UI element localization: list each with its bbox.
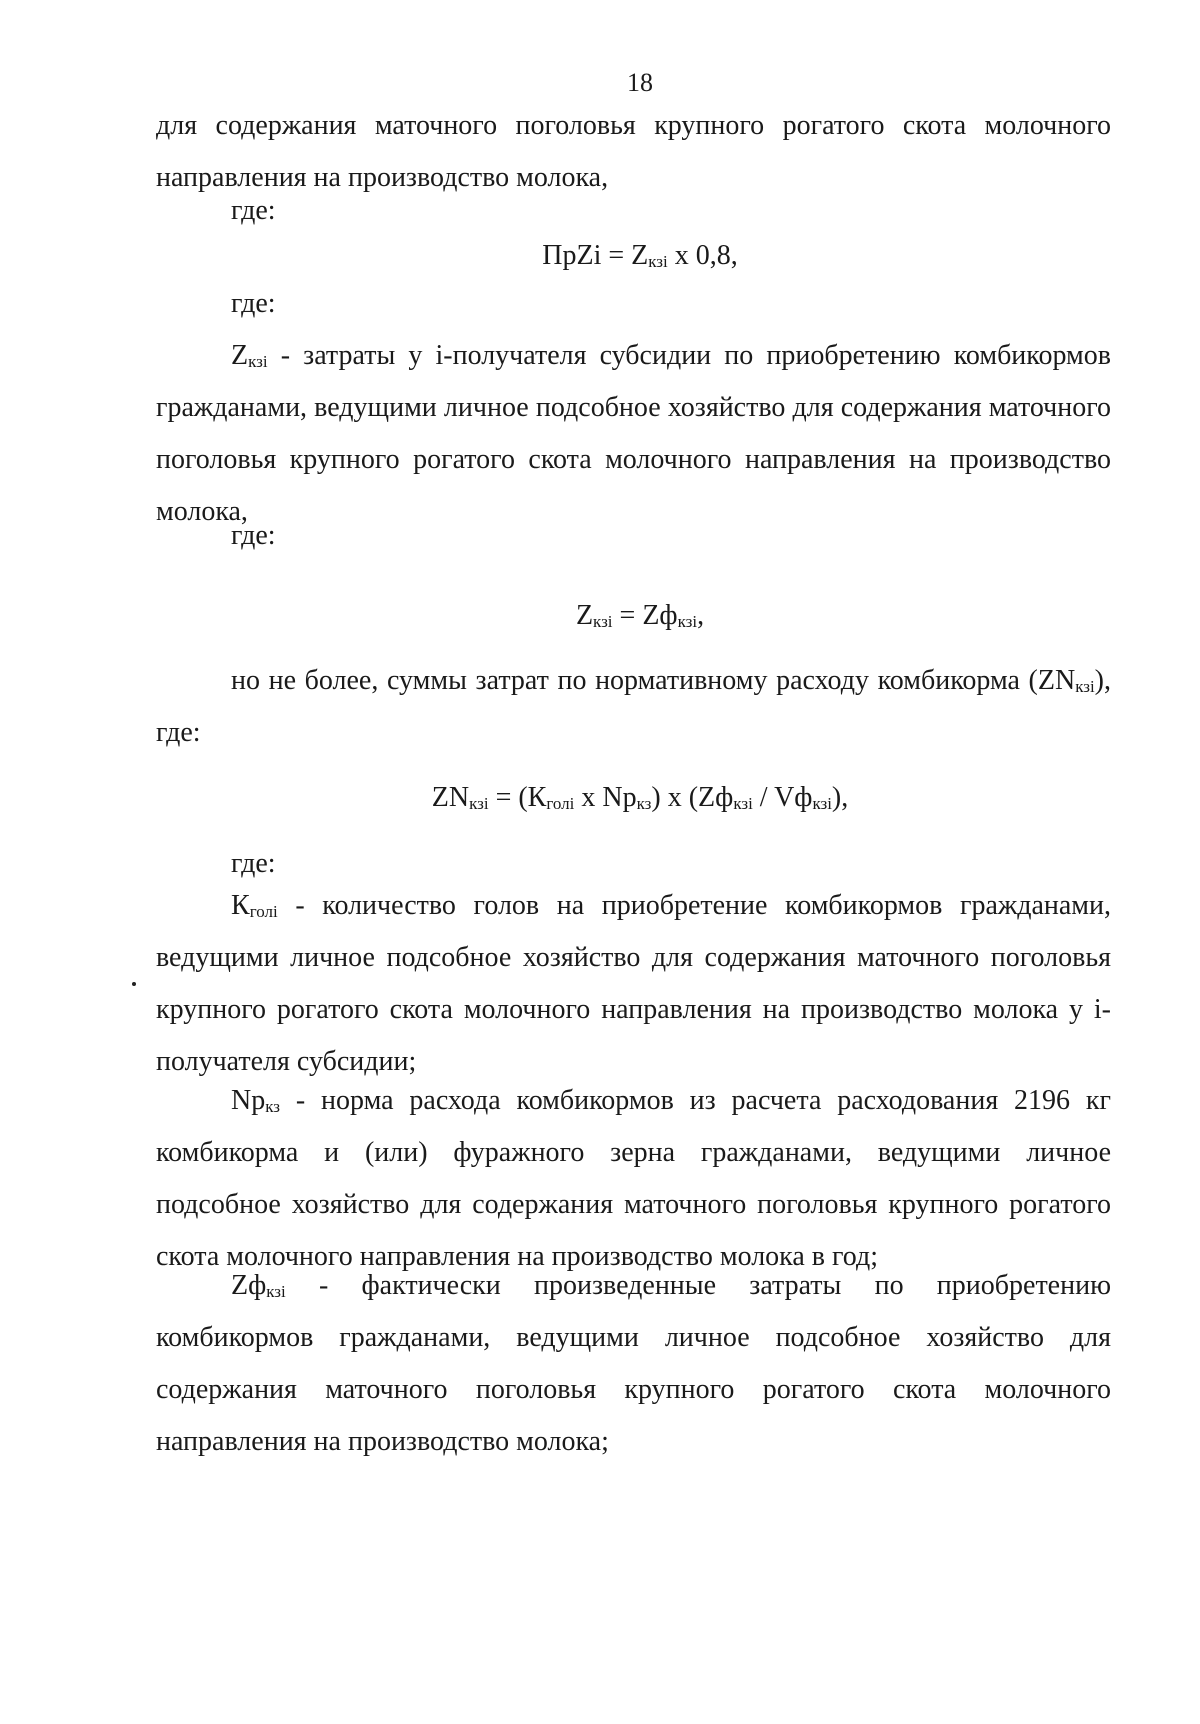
paragraph-zkzi-definition (156, 330, 1111, 538)
kgoli-sub: голi (249, 902, 278, 921)
stray-mark (132, 982, 136, 986)
limit-text: но не более, суммы затрат по нормативному расходу комбикорма (ZN (231, 665, 1076, 696)
formula-znkzi-t4: ) х (Zф (651, 782, 734, 813)
page-number: 18 (627, 68, 653, 97)
npkz-symbol: Np (231, 1085, 266, 1116)
npkz-sub: кз (265, 1097, 280, 1116)
formula-zkzi-c: , (697, 600, 705, 631)
zkzi-symbol: Z (231, 340, 249, 371)
paragraph-limit (156, 655, 1111, 759)
formula-znkzi-t1: ZN (431, 782, 470, 813)
formula-zkzi (0, 600, 1200, 632)
formula-znkzi-s2: голi (546, 794, 575, 813)
zkzi-text: - затраты у i-получателя субсидии по приобретению комбикормов гражданами, ведущими личное подсобное хозяйство для содержания маточного поголовья крупного рогатого скота молочного направления на производство молока, (156, 340, 1111, 527)
where-label-4: где: (231, 848, 276, 879)
formula-zkzi-b-sub: кзi (677, 612, 698, 631)
formula-znkzi (0, 782, 1200, 814)
zfkzi-sub: кзi (266, 1282, 286, 1301)
kgoli-text: - количество голов на приобретение комбикормов гражданами, ведущими личное подсобное хозяйство для содержания маточного поголовья крупного рогатого скота молочного направления на производство молока у i-получателя субсидии; (156, 890, 1111, 1077)
formula-znkzi-t3: х Np (574, 782, 637, 813)
formula-znkzi-s1: кзi (469, 794, 489, 813)
zfkzi-symbol: Zф (231, 1270, 267, 1301)
zfkzi-text: - фактически произведенные затраты по приобретению комбикормов гражданами, ведущими личное подсобное хозяйство для содержания маточного поголовья крупного рогатого скота молочного направления на производство молока; (156, 1270, 1111, 1457)
paragraph-zfkzi-definition (156, 1260, 1111, 1468)
formula-prz (0, 240, 1200, 272)
kgoli-symbol: К (231, 890, 250, 921)
limit-tail: ), где: (156, 665, 1111, 748)
formula-prz-lhs: ПрZi = Z (542, 240, 649, 271)
formula-zkzi-a-sub: кзi (593, 612, 613, 631)
paragraph-kgoli-definition (156, 880, 1111, 1088)
limit-sub: кзi (1075, 677, 1095, 696)
formula-znkzi-s5: кзi (812, 794, 832, 813)
formula-znkzi-s4: кзi (733, 794, 753, 813)
paragraph-intro: для содержания маточного поголовья крупного рогатого скота молочного направления на производство молока, (156, 110, 1111, 193)
formula-zkzi-a: Z (575, 600, 594, 631)
npkz-text: - норма расхода комбикормов из расчета расходования 2196 кг комбикорма и (или) фуражного зерна гражданами, ведущими личное подсобное хозяйство для содержания маточного поголовья крупного рогатого скота молочного направления на производство молока в год; (156, 1085, 1111, 1272)
where-label-2: где: (231, 288, 276, 319)
formula-znkzi-s3: кз (636, 794, 652, 813)
formula-prz-rhs: х 0,8, (667, 240, 738, 271)
formula-prz-sub: кзi (648, 252, 668, 271)
formula-znkzi-t5: / Vф (752, 782, 813, 813)
where-label-3: где: (231, 520, 276, 551)
zkzi-sub: кзi (248, 352, 268, 371)
paragraph-npkz-definition (156, 1075, 1111, 1283)
formula-zkzi-b: = Zф (612, 600, 678, 631)
formula-znkzi-t6: ), (831, 782, 849, 813)
formula-znkzi-t2: = (К (488, 782, 547, 813)
where-label-1: где: (231, 195, 276, 226)
